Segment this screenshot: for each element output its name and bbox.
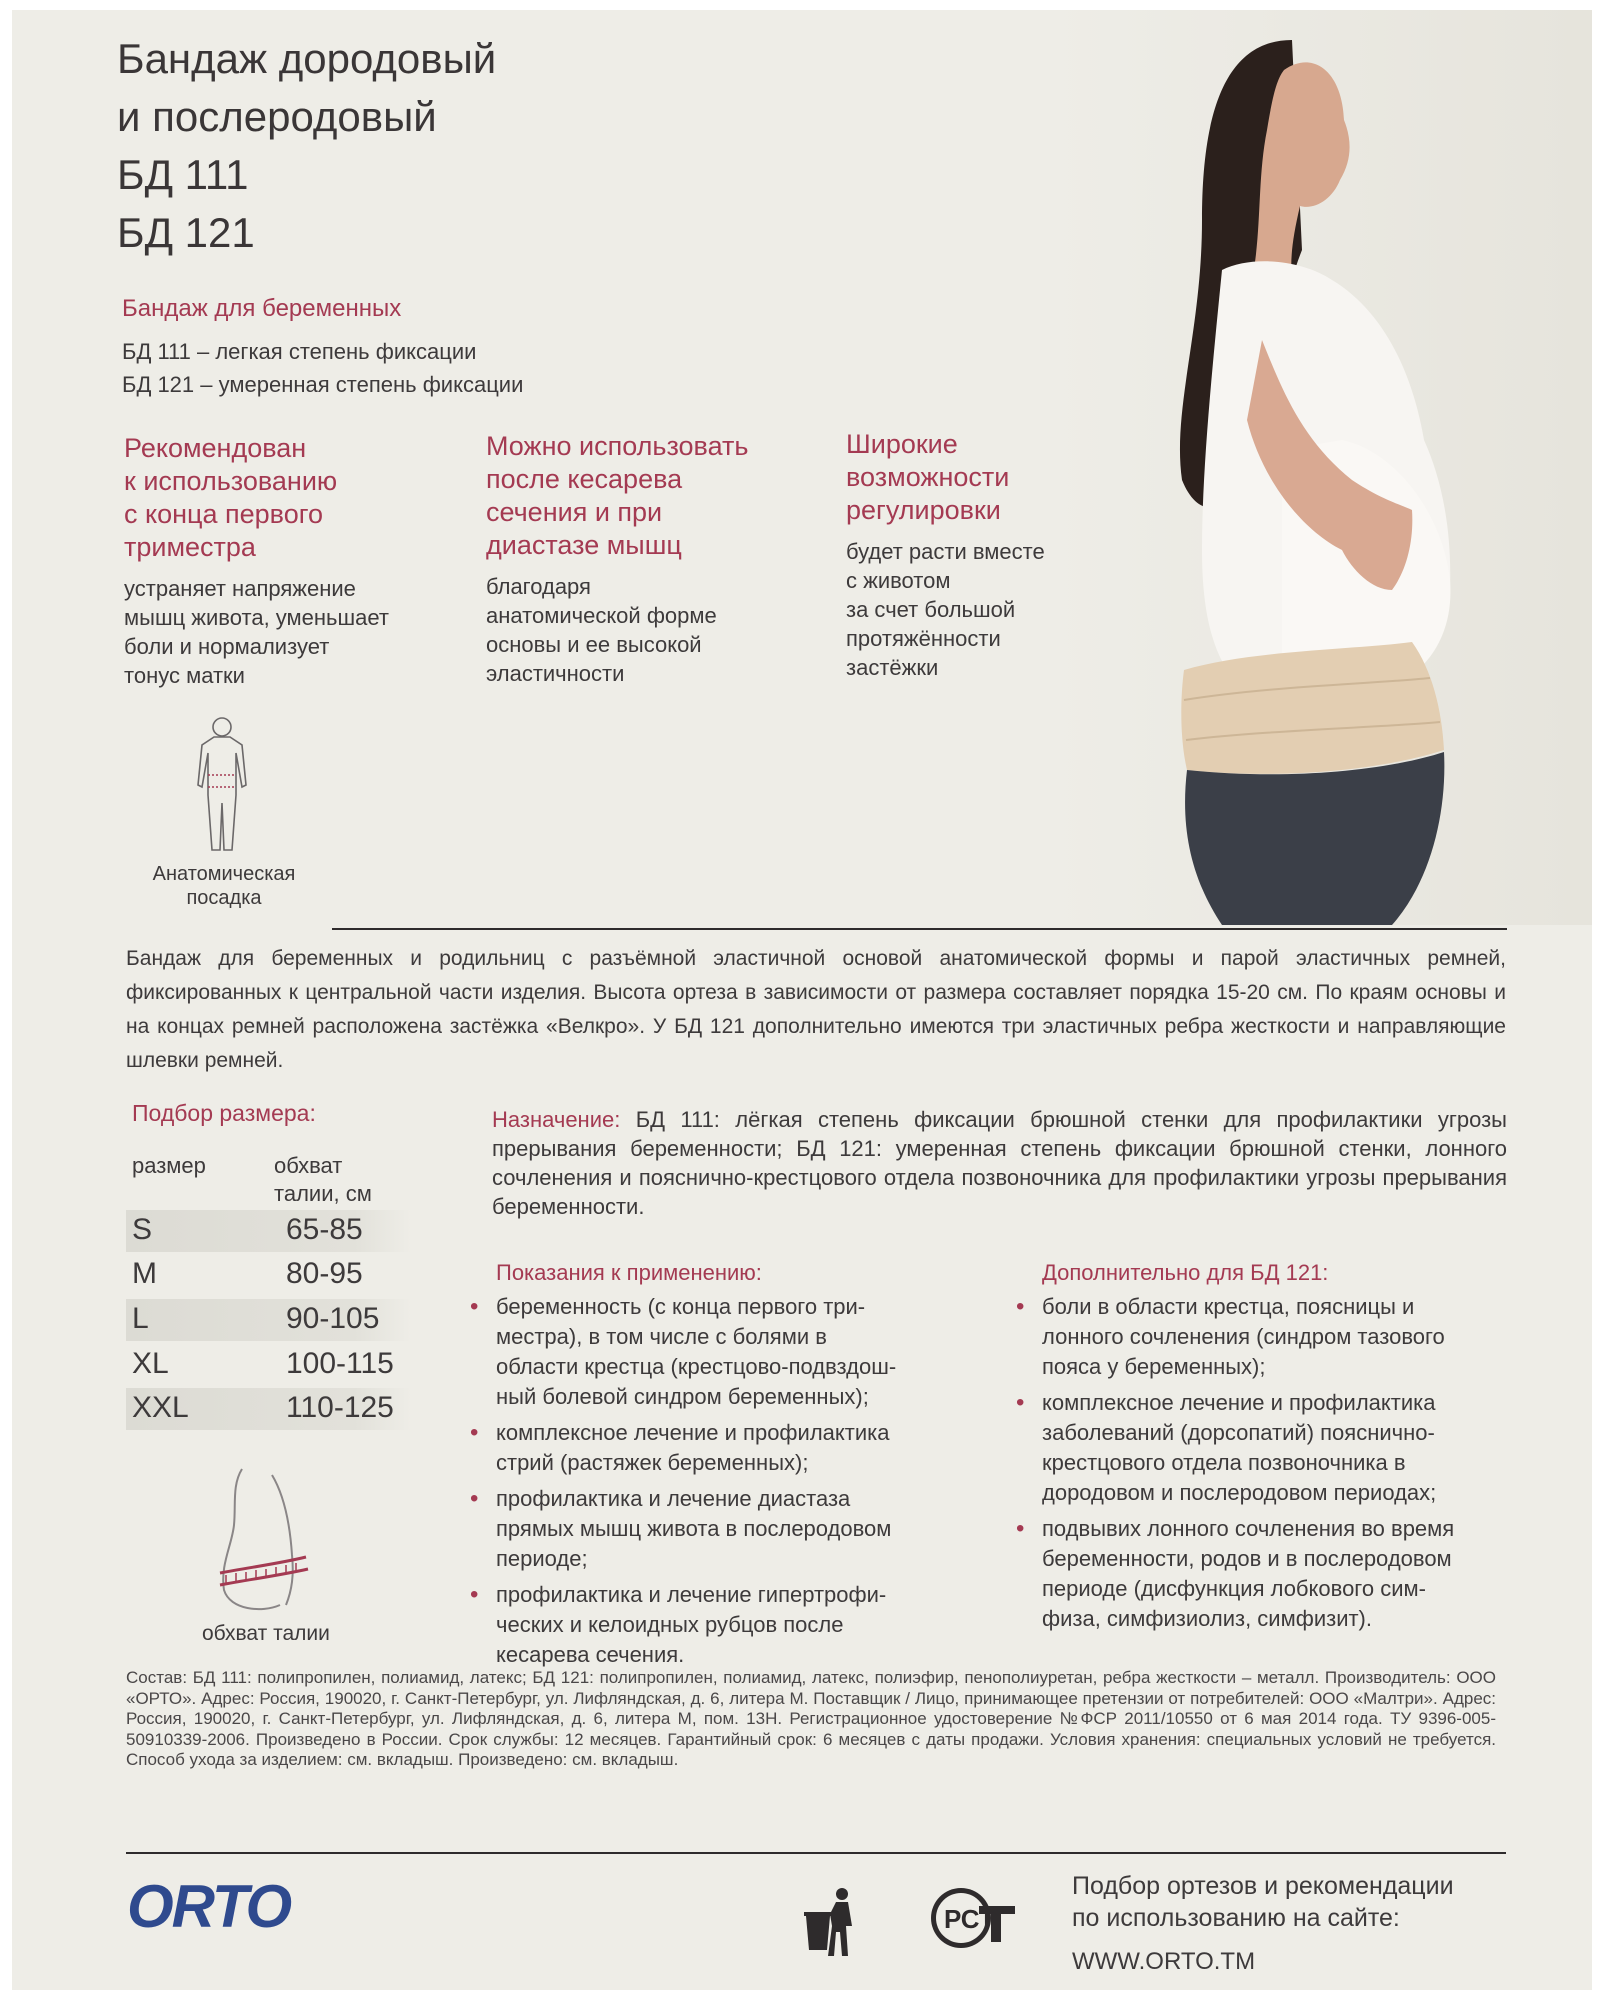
indications-block bbox=[496, 1258, 966, 1676]
variant-line: БД 121 – умеренная степень фиксации bbox=[122, 372, 524, 397]
feature-heading bbox=[124, 432, 454, 564]
size-row bbox=[126, 1388, 411, 1430]
waist-measure-icon bbox=[202, 1465, 332, 1615]
item-line: крестцового отдела позвоночника в bbox=[1042, 1450, 1406, 1475]
list-item bbox=[496, 1580, 966, 1670]
composition-fine-print: Состав: БД 111: полипропилен, полиамид, латекс; БД 121: полипропилен, полиамид, латекс, полиэфир, пенополиуретан, ребра жесткости – металл. Производитель: ООО «ОРТО». Адрес: Россия, 190020, г. Санкт-Петербург, ул. Лифляндская, д. 6, литера М. Поставщик / Лицо, принимающее претензии от потребителей: ООО «Малтри». Адрес: Россия, 190020, г. Санкт-Петербург, ул. Лифляндская, д. 6, литера М, пом. 13Н. Регистрационное удостоверение №ФСР 2011/10550 от 6 мая 2014 года. ТУ 9396-005-50910339-2006. Произведено в России. Срок службы: 12 месяцев. Гарантийный срок: 6 месяцев с даты продажи. Условия хранения: специальных условий не требуется. Способ ухода за изделием: см. вкладыш. Произведено: см. вкладыш. bbox=[126, 1668, 1496, 1769]
text-line: за счет большой bbox=[846, 597, 1016, 622]
anatomic-label bbox=[124, 862, 324, 910]
heading-line: регулировки bbox=[846, 495, 1001, 525]
waist-range: 110-125 bbox=[286, 1391, 394, 1424]
purpose-block bbox=[492, 1105, 1507, 1221]
item-line: периоде; bbox=[496, 1546, 588, 1571]
cert-mark-text: РСТ bbox=[944, 1904, 995, 1934]
trash-bin-icon bbox=[802, 1886, 862, 1958]
heading-line: Можно использовать bbox=[486, 431, 749, 461]
list-item bbox=[496, 1292, 966, 1412]
variants-list bbox=[122, 335, 523, 401]
additional-list bbox=[1042, 1292, 1517, 1634]
subtitle: Бандаж для беременных bbox=[122, 295, 402, 322]
feature-heading bbox=[486, 430, 816, 562]
item-line: кесарева сечения. bbox=[496, 1642, 685, 1667]
text-line: протяжённости bbox=[846, 626, 1001, 651]
size-value: S bbox=[132, 1213, 153, 1246]
heading-line: сечения и при bbox=[486, 497, 663, 527]
size-column-header: размер bbox=[132, 1153, 206, 1178]
heading-line: Широкие bbox=[846, 429, 958, 459]
feature-column-2 bbox=[486, 430, 816, 688]
item-line: лонного сочленения (синдром тазового bbox=[1042, 1324, 1445, 1349]
title-line: Бандаж дородовый bbox=[117, 35, 497, 82]
site-text-line: по использованию на сайте: bbox=[1072, 1904, 1400, 1932]
item-line: физа, симфизиолиз, симфизит). bbox=[1042, 1606, 1372, 1631]
item-line: стрий (растяжек беременных); bbox=[496, 1450, 809, 1475]
size-row bbox=[126, 1344, 411, 1386]
text-line: будет расти вместе bbox=[846, 539, 1045, 564]
waist-range: 80-95 bbox=[286, 1257, 363, 1290]
additional-block bbox=[1042, 1258, 1517, 1640]
body-outline-icon bbox=[192, 715, 252, 855]
heading-line: после кесарева bbox=[486, 464, 683, 494]
text-line: эластичности bbox=[486, 661, 625, 686]
item-line: • боли в области крестца, поясницы и bbox=[1042, 1294, 1415, 1319]
size-value: XXL bbox=[132, 1391, 189, 1424]
item-line: • профилактика и лечение диастаза bbox=[496, 1486, 851, 1511]
size-value: M bbox=[132, 1257, 157, 1290]
heading-line: к использованию bbox=[124, 466, 338, 496]
additional-title: Дополнительно для БД 121: bbox=[1042, 1260, 1329, 1285]
purpose-label: Назначение: bbox=[492, 1107, 621, 1132]
heading-line: Рекомендован bbox=[124, 433, 307, 463]
text-line: застёжки bbox=[846, 655, 939, 680]
waist-range: 90-105 bbox=[286, 1302, 380, 1335]
item-line: • комплексное лечение и профилактика bbox=[496, 1420, 890, 1445]
size-row bbox=[126, 1210, 411, 1252]
text-line: мышц живота, уменьшает bbox=[124, 605, 389, 630]
waist-column-header bbox=[274, 1152, 372, 1208]
list-item bbox=[1042, 1388, 1517, 1508]
title-line: БД 121 bbox=[117, 209, 255, 256]
item-line: области крестца (крестцово-подвздош- bbox=[496, 1354, 897, 1379]
size-row bbox=[126, 1299, 411, 1341]
text-line: основы и ее высокой bbox=[486, 632, 702, 657]
title-line: БД 111 bbox=[117, 151, 249, 198]
list-item bbox=[496, 1484, 966, 1574]
text-line: с животом bbox=[846, 568, 951, 593]
text-line: тонус матки bbox=[124, 663, 245, 688]
feature-text bbox=[486, 572, 816, 688]
site-info bbox=[1072, 1870, 1454, 1978]
section-divider bbox=[332, 928, 1507, 930]
label-line: посадка bbox=[186, 887, 262, 909]
variant-line: БД 111 – легкая степень фиксации bbox=[122, 339, 477, 364]
heading-line: с конца первого bbox=[124, 499, 324, 529]
feature-column-1 bbox=[124, 432, 454, 690]
product-title bbox=[117, 30, 496, 262]
header-line: обхват bbox=[274, 1153, 343, 1178]
indications-title: Показания к применению: bbox=[496, 1260, 762, 1285]
text-line: анатомической форме bbox=[486, 603, 717, 628]
text-line: боли и нормализует bbox=[124, 634, 330, 659]
size-value: XL bbox=[132, 1347, 169, 1380]
item-line: заболеваний (дорсопатий) пояснично- bbox=[1042, 1420, 1435, 1445]
item-line: ный болевой синдром беременных); bbox=[496, 1384, 869, 1409]
indications-list bbox=[496, 1292, 966, 1670]
item-line: дородовом и послеродовом периодах; bbox=[1042, 1480, 1437, 1505]
waist-range: 100-115 bbox=[286, 1347, 394, 1380]
purpose-text: БД 111: лёгкая степень фиксации брюшной стенки для профилактики угрозы прерывания беременности; БД 121: умеренная степень фиксации брюшной стенки, лонного сочленения и пояснично-крестцового отдела позвоночника для профилактики угрозы прерывания беременности. bbox=[492, 1107, 1507, 1219]
waist-range: 65-85 bbox=[286, 1213, 363, 1246]
title-line: и послеродовый bbox=[117, 93, 437, 140]
item-line: • комплексное лечение и профилактика bbox=[1042, 1390, 1436, 1415]
item-line: местра), в том числе с болями в bbox=[496, 1324, 827, 1349]
footer-divider bbox=[126, 1852, 1506, 1854]
site-url-link[interactable]: WWW.ORTO.TM bbox=[1072, 1948, 1256, 1975]
header-line: талии, см bbox=[274, 1181, 372, 1206]
item-line: ческих и келоидных рубцов после bbox=[496, 1612, 844, 1637]
product-description: Бандаж для беременных и родильниц с разъёмной эластичной основой анатомической формы и парой эластичных ремней, фиксированных к центральной части изделия. Высота ортеза в зависимости от размера составляет порядка 15-20 см. По краям основы и на концах ремней расположена застёжка «Велкро». У БД 121 дополнительно имеются три эластичных ребра жесткости и направляющие шлевки ремней. bbox=[126, 947, 1506, 1072]
label-line: Анатомическая bbox=[152, 863, 296, 885]
item-line: периоде (дисфункция лобкового сим- bbox=[1042, 1576, 1426, 1601]
item-line: пояса у беременных); bbox=[1042, 1354, 1266, 1379]
item-line: прямых мышц живота в послеродовом bbox=[496, 1516, 892, 1541]
item-line: • профилактика и лечение гипертрофи- bbox=[496, 1582, 887, 1607]
size-row bbox=[126, 1254, 411, 1296]
item-line: беременности, родов и в послеродовом bbox=[1042, 1546, 1452, 1571]
heading-line: диастазе мышц bbox=[486, 530, 682, 560]
text-line: устраняет напряжение bbox=[124, 576, 356, 601]
pregnant-woman-photo bbox=[1052, 10, 1592, 925]
heading-line: возможности bbox=[846, 462, 1010, 492]
orto-logo: ORTO bbox=[127, 1873, 291, 1940]
item-line: • беременность (с конца первого три- bbox=[496, 1294, 866, 1319]
size-value: L bbox=[132, 1302, 149, 1335]
item-line: • подвывих лонного сочленения во время bbox=[1042, 1516, 1455, 1541]
list-item bbox=[1042, 1292, 1517, 1382]
list-item bbox=[1042, 1514, 1517, 1634]
site-text-line: Подбор ортезов и рекомендации bbox=[1072, 1872, 1454, 1900]
package-back bbox=[12, 10, 1592, 1990]
certification-mark-icon bbox=[927, 1886, 1017, 1950]
waist-label: обхват талии bbox=[202, 1622, 330, 1645]
text-line: благодаря bbox=[486, 574, 591, 599]
feature-text bbox=[124, 574, 454, 690]
size-table-title: Подбор размера: bbox=[132, 1100, 316, 1126]
heading-line: триместра bbox=[124, 532, 256, 562]
list-item bbox=[496, 1418, 966, 1478]
